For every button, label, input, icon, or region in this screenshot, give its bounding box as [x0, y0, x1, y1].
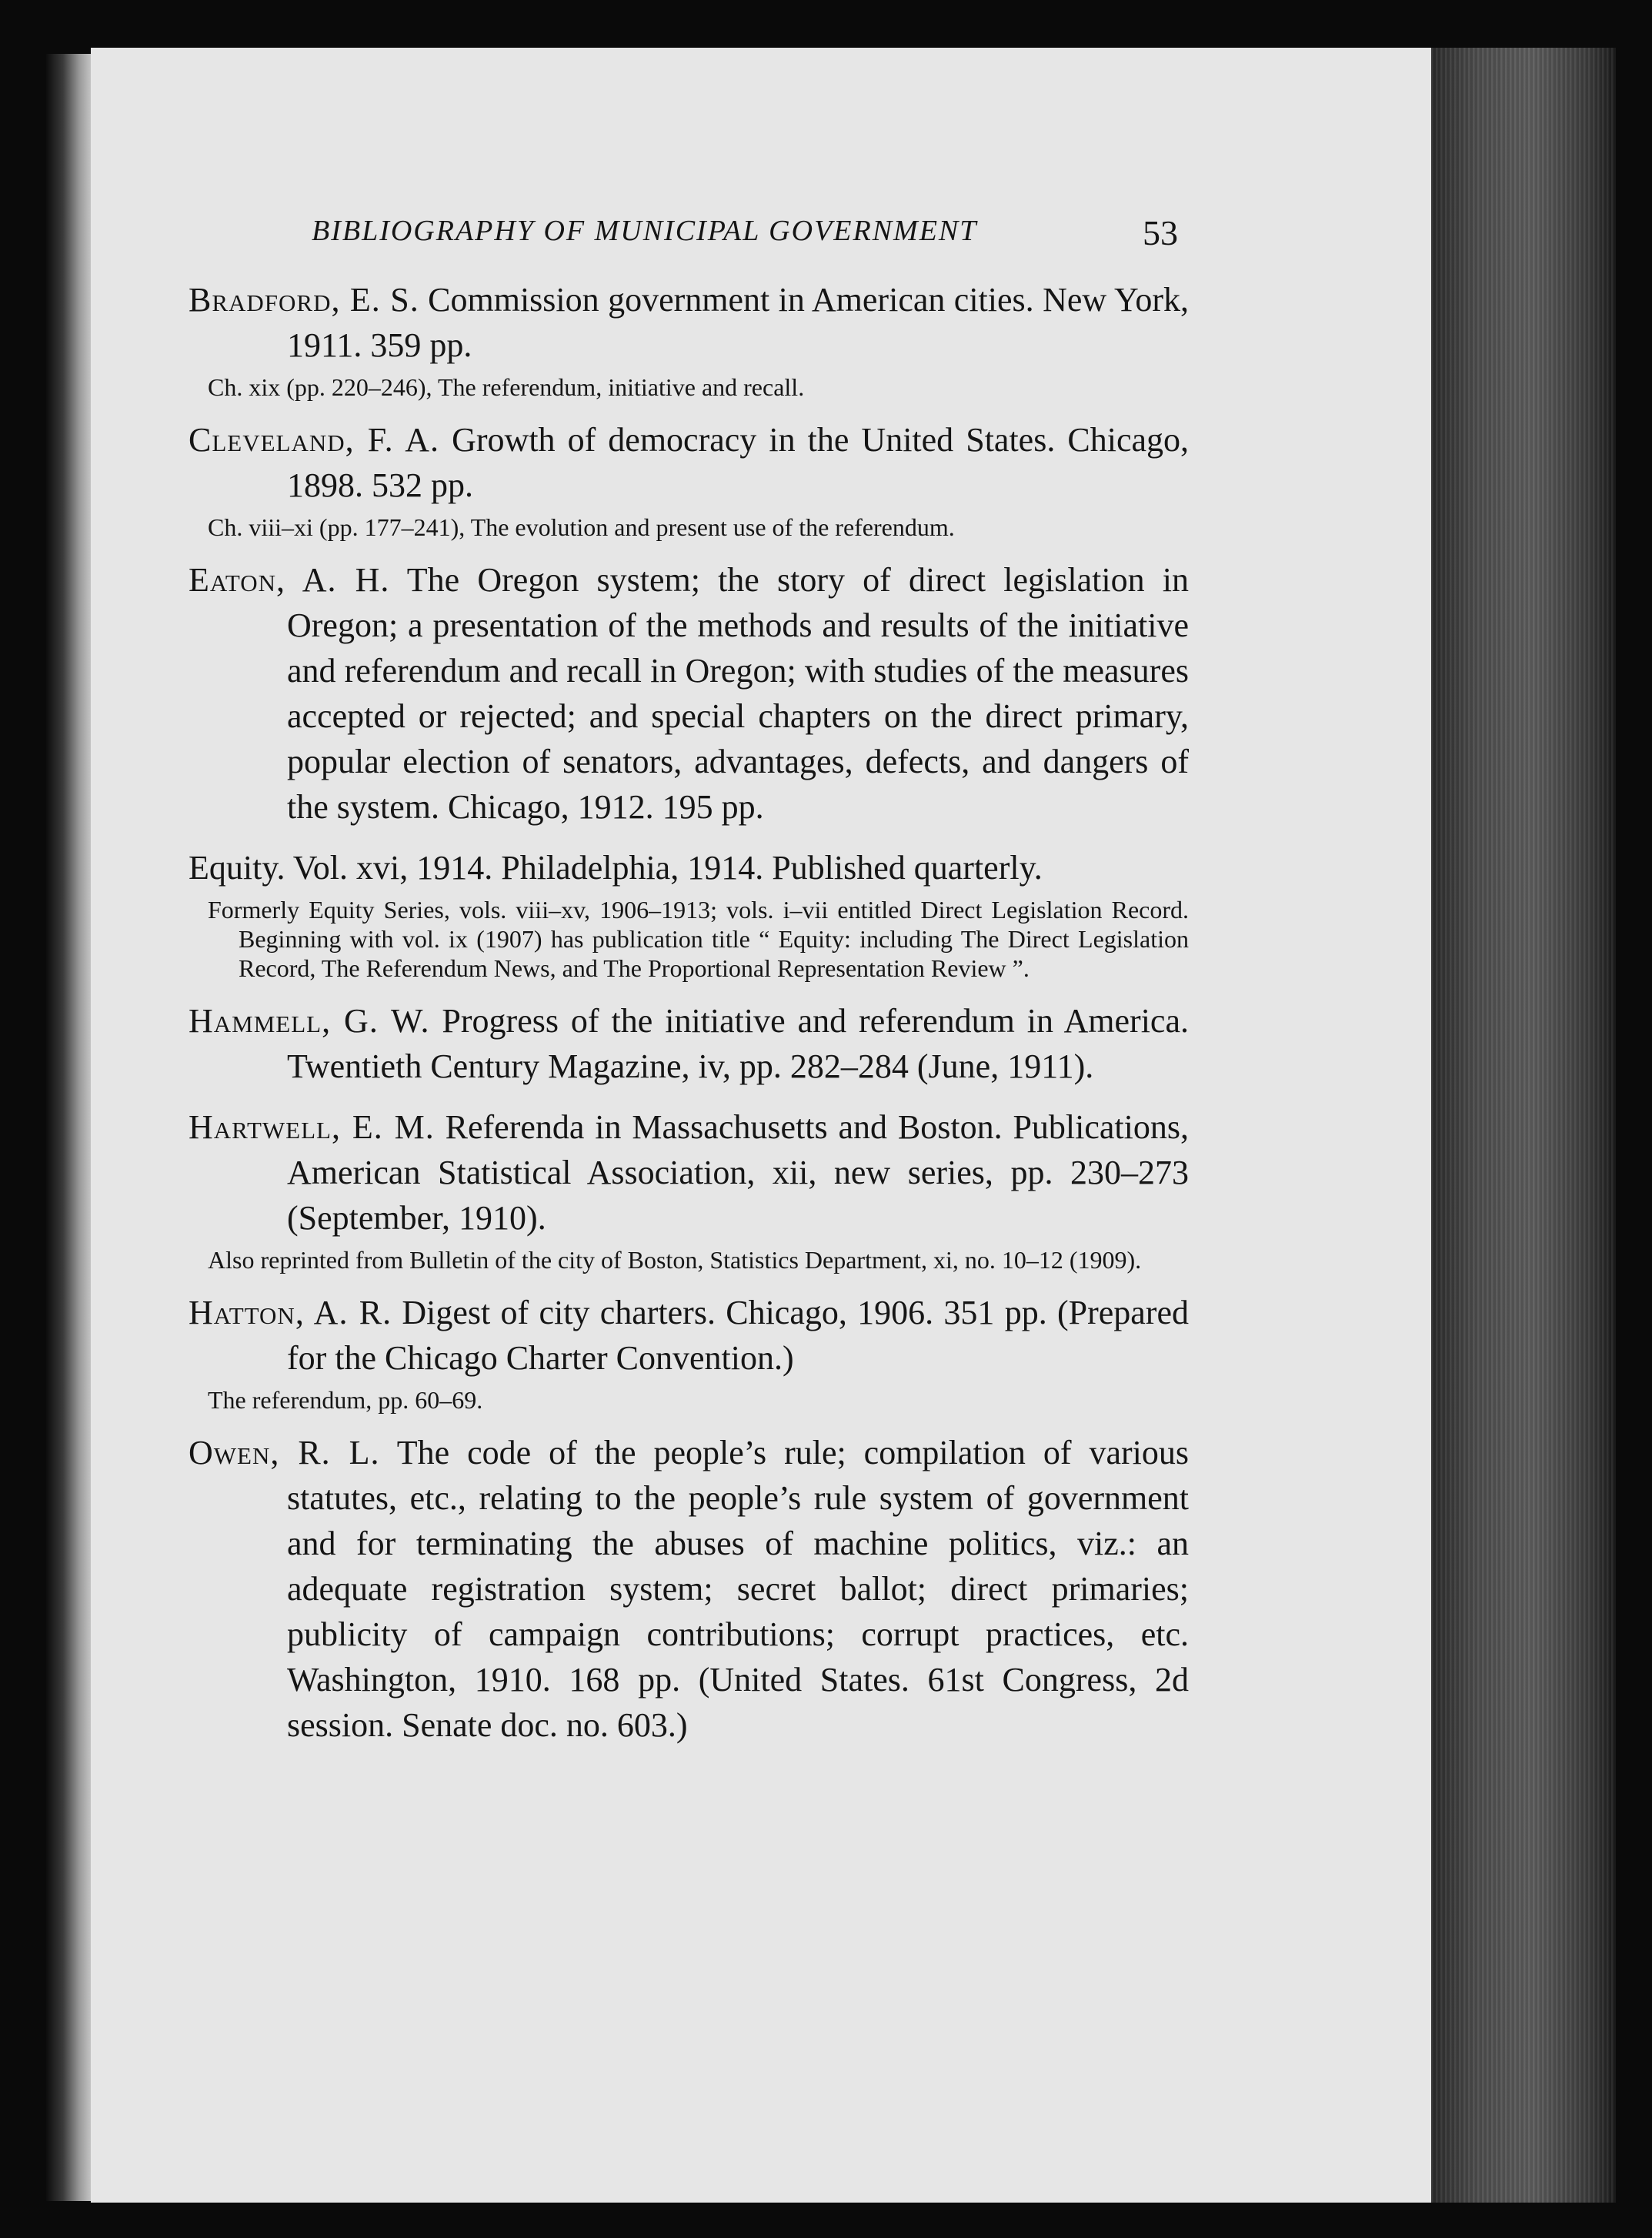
bibliography-entry [189, 557, 1189, 830]
entry-author: Eaton, A. H. [189, 561, 390, 599]
entry-note: Ch. xix (pp. 220–246), The referendum, initiative and recall. [208, 373, 805, 401]
entry-text: Vol. xvi, 1914. Philadelphia, 1914. Published quarterly. [292, 849, 1043, 887]
bibliography-entry [189, 1290, 1189, 1415]
entry-author: Bradford, E. S. [189, 281, 419, 319]
entry-citation [189, 845, 1189, 890]
entry-citation [189, 998, 1189, 1089]
entry-author: Hatton, A. R. [189, 1294, 392, 1331]
bibliography-entry [189, 845, 1189, 983]
page-number: 53 [1143, 213, 1178, 252]
page-header [308, 208, 1196, 262]
entry-citation [189, 277, 1189, 368]
entry-citation [189, 557, 1189, 830]
entry-note: The referendum, pp. 60–69. [208, 1386, 483, 1414]
entry-text: Digest of city charters. Chicago, 1906. 351 pp. (Prepared for the Chicago Charter Convention.) [287, 1294, 1189, 1377]
entry-text: Growth of democracy in the United States. Chicago, 1898. 532 pp. [287, 421, 1190, 504]
entry-author: Hartwell, E. M. [189, 1108, 435, 1146]
entry-citation [189, 1290, 1189, 1381]
entry-citation [189, 417, 1189, 508]
entry-author: Hammell, G. W. [189, 1002, 430, 1040]
entry-text: Commission government in American cities. New York, 1911. 359 pp. [287, 281, 1190, 364]
bibliography-entry [189, 1430, 1189, 1748]
bibliography-entry [189, 277, 1189, 402]
running-title: BIBLIOGRAPHY OF MUNICIPAL GOVERNMENT [312, 215, 978, 247]
bibliography-entry [189, 1104, 1189, 1274]
entry-text: Progress of the initiative and referendum in America. Twentieth Century Magazine, iv, pp. 282–284 (June, 1911). [287, 1002, 1189, 1085]
entry-text: The Oregon system; the story of direct legislation in Oregon; a presentation of the methods and results of the initiative and referendum and recall in Oregon; with studies of the measures accepted or rejected; and special chapters on the direct primary, popular election of senators, advantages, defects, and dangers of the system. Chicago, 1912. 195 pp. [287, 561, 1189, 826]
bibliography-list [189, 277, 1189, 1763]
entry-author: Cleveland, F. A. [189, 421, 440, 459]
entry-text: The code of the people’s rule; compilation of various statutes, etc., relating to the people’s rule system of government and for terminating the abuses of machine politics, viz.: an adequate registration system; secret ballot; direct primaries; publicity of campaign contributions; corrupt practices, etc. Washington, 1910. 168 pp. (United States. 61st Congress, 2d session. Senate doc. no. 603.) [287, 1434, 1189, 1744]
bibliography-entry [189, 998, 1189, 1089]
entry-note: Also reprinted from Bulletin of the city of Boston, Statistics Department, xi, no. 10–12 (1909). [208, 1246, 1142, 1274]
entry-author: Equity. [189, 849, 285, 887]
entry-note: Formerly Equity Series, vols. viii–xv, 1906–1913; vols. i–vii entitled Direct Legislation Record. Beginning with vol. ix (1907) has publication title “ Equity: including The Direct Legislation Record, The Referendum News, and The Proportional Representation Review ”. [208, 896, 1189, 982]
entry-text: Referenda in Massachusetts and Boston. Publications, American Statistical Association, xii, new series, pp. 230–273 (September, 1910). [287, 1108, 1190, 1237]
book-gutter-shadow [46, 54, 94, 2201]
page-edges [1431, 48, 1616, 2203]
entry-citation [189, 1104, 1189, 1241]
entry-author: Owen, R. L. [189, 1434, 380, 1471]
entry-citation [189, 1430, 1189, 1748]
entry-note: Ch. viii–xi (pp. 177–241), The evolution and present use of the referendum. [208, 513, 955, 541]
bibliography-entry [189, 417, 1189, 542]
